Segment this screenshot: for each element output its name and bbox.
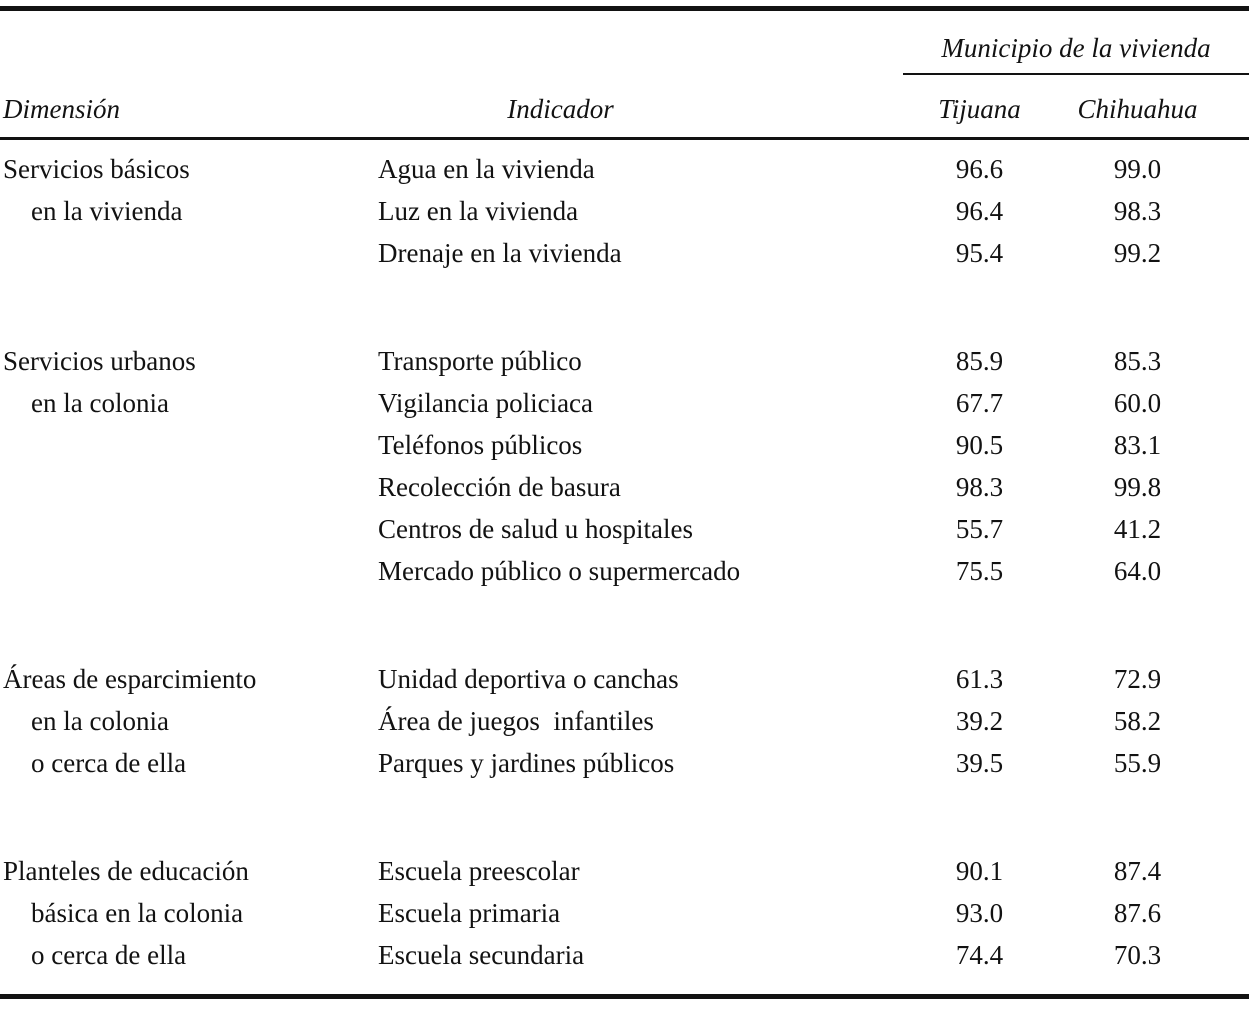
tijuana-value-cell: 95.4: [955, 238, 1004, 268]
spanner-header: Municipio de la vivienda: [903, 33, 1249, 75]
chihuahua-value-cell: 60.0: [1113, 388, 1162, 418]
indicator-cell: Agua en la vivienda: [378, 154, 595, 184]
column-header-indicator: Indicador: [507, 94, 614, 124]
dimension-label-line: o cerca de ella: [31, 940, 187, 970]
indicator-cell: Escuela primaria: [378, 898, 561, 928]
chihuahua-value-cell: 83.1: [1113, 430, 1162, 460]
chihuahua-value-cell: 41.2: [1113, 514, 1162, 544]
dimension-label: [0, 850, 378, 976]
dimension-label: [0, 148, 378, 274]
table-row: [378, 934, 1249, 976]
tijuana-value-cell: 98.3: [955, 472, 1004, 502]
indicator-cell: Parques y jardines públicos: [378, 748, 675, 778]
tijuana-value-cell: 85.9: [955, 346, 1004, 376]
group-rows: [378, 850, 1249, 976]
chihuahua-value-cell: 72.9: [1113, 664, 1162, 694]
dimension-group-planteles-educacion: [0, 850, 1249, 976]
table-row: [378, 892, 1249, 934]
group-rows: [378, 658, 1249, 784]
chihuahua-value-cell: 98.3: [1113, 196, 1162, 226]
tijuana-value-cell: 55.7: [955, 514, 1004, 544]
chihuahua-value-cell: 99.8: [1113, 472, 1162, 502]
table-row: [378, 700, 1249, 742]
table-row: [378, 148, 1249, 190]
table-row: [378, 340, 1249, 382]
tijuana-value-cell: 61.3: [955, 664, 1004, 694]
column-header-row: [0, 75, 1249, 137]
chihuahua-value-cell: 70.3: [1113, 940, 1162, 970]
indicator-cell: Centros de salud u hospitales: [378, 514, 693, 544]
dimension-label-line: en la vivienda: [31, 196, 183, 226]
chihuahua-value-cell: 64.0: [1113, 556, 1162, 586]
indicator-cell: Mercado público o supermercado: [378, 556, 741, 586]
spanner-header-row: [0, 11, 1249, 75]
indicator-cell: Luz en la vivienda: [378, 196, 579, 226]
dimension-label-line: básica en la colonia: [31, 898, 244, 928]
table-row: [378, 190, 1249, 232]
tijuana-value-cell: 93.0: [955, 898, 1004, 928]
indicator-cell: Teléfonos públicos: [378, 430, 583, 460]
table-row: [378, 424, 1249, 466]
indicator-cell: Drenaje en la vivienda: [378, 238, 622, 268]
tijuana-value-cell: 96.6: [955, 154, 1004, 184]
table-row: [378, 232, 1249, 274]
table-row: [378, 508, 1249, 550]
chihuahua-value-cell: 85.3: [1113, 346, 1162, 376]
dimension-group-areas-esparcimiento: [0, 658, 1249, 784]
dimension-label-line: Áreas de esparcimiento: [3, 664, 257, 694]
column-header-chihuahua: Chihuahua: [1077, 94, 1198, 124]
tijuana-value-cell: 39.2: [955, 706, 1004, 736]
dimension-label-line: Servicios básicos: [3, 154, 190, 184]
chihuahua-value-cell: 99.0: [1113, 154, 1162, 184]
chihuahua-value-cell: 87.4: [1113, 856, 1162, 886]
tijuana-value-cell: 90.1: [955, 856, 1004, 886]
chihuahua-value-cell: 58.2: [1113, 706, 1162, 736]
indicator-cell: Recolección de basura: [378, 472, 621, 502]
chihuahua-value-cell: 55.9: [1113, 748, 1162, 778]
table-row: [378, 850, 1249, 892]
table-row: [378, 742, 1249, 784]
dimension-label-line: en la colonia: [31, 388, 169, 418]
table-body: [0, 148, 1249, 976]
column-header-tijuana: Tijuana: [938, 94, 1021, 124]
column-header-dimension: Dimensión: [3, 94, 120, 124]
dimension-label-line: Servicios urbanos: [3, 346, 196, 376]
tijuana-value-cell: 90.5: [955, 430, 1004, 460]
header-rule: [0, 137, 1249, 140]
indicator-cell: Escuela secundaria: [378, 940, 585, 970]
dimension-label-line: en la colonia: [31, 706, 169, 736]
chihuahua-value-cell: 87.6: [1113, 898, 1162, 928]
bottom-rule: [0, 994, 1249, 999]
table-row: [378, 658, 1249, 700]
group-rows: [378, 340, 1249, 592]
tijuana-value-cell: 39.5: [955, 748, 1004, 778]
table-row: [378, 382, 1249, 424]
dimension-group-servicios-basicos: [0, 148, 1249, 274]
indicator-cell: Transporte público: [378, 346, 582, 376]
table-row: [378, 466, 1249, 508]
indicator-cell: Escuela preescolar: [378, 856, 580, 886]
indicator-cell: Vigilancia policiaca: [378, 388, 594, 418]
indicator-cell: Área de juegos infantiles: [378, 706, 654, 736]
table-row: [378, 550, 1249, 592]
dimension-label: [0, 658, 378, 784]
tijuana-value-cell: 67.7: [955, 388, 1004, 418]
tijuana-value-cell: 96.4: [955, 196, 1004, 226]
chihuahua-value-cell: 99.2: [1113, 238, 1162, 268]
dimension-label: [0, 340, 378, 592]
tijuana-value-cell: 74.4: [955, 940, 1004, 970]
dimension-group-servicios-urbanos: [0, 340, 1249, 592]
group-rows: [378, 148, 1249, 274]
dimension-label-line: Planteles de educación: [3, 856, 249, 886]
tijuana-value-cell: 75.5: [955, 556, 1004, 586]
dimension-label-line: o cerca de ella: [31, 748, 187, 778]
indicator-cell: Unidad deportiva o canchas: [378, 664, 679, 694]
